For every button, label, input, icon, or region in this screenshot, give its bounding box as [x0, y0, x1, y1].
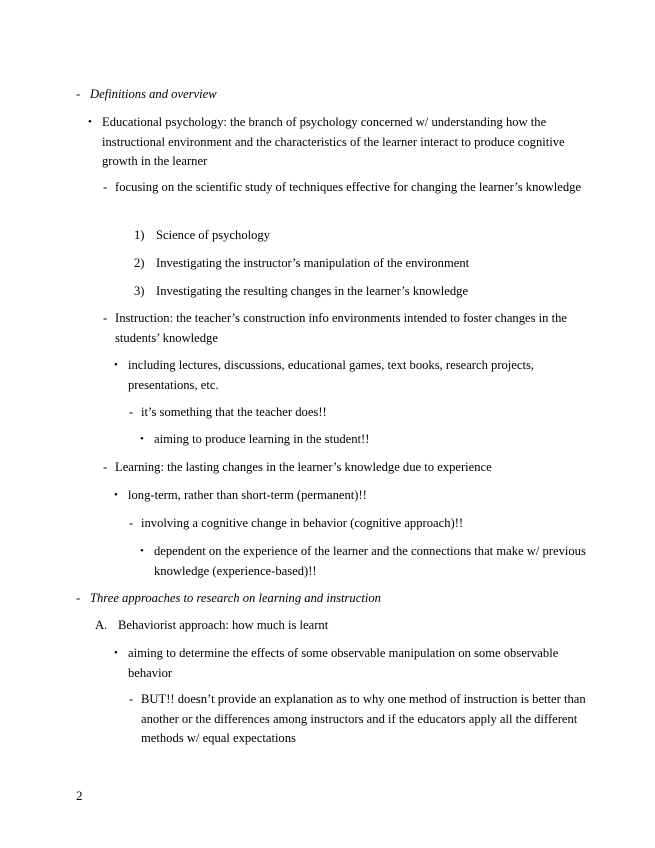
item-including	[114, 356, 595, 395]
bullet-marker: •	[140, 433, 144, 445]
item-learning-text: Learning: the lasting changes in the learner’s knowledge due to experience	[115, 460, 492, 474]
numbered-item-2	[134, 254, 595, 274]
dash-marker: -	[129, 405, 134, 419]
item-long-term-text: long-term, rather than short-term (permanent)!!	[128, 488, 367, 502]
dash-marker: -	[76, 87, 81, 101]
dash-marker: -	[103, 460, 108, 474]
item-aiming-produce-text: aiming to produce learning in the student!!	[154, 432, 370, 446]
bullet-marker: •	[114, 647, 118, 659]
numbered-item-1-text: Science of psychology	[156, 228, 271, 242]
numbered-item-1	[134, 226, 595, 246]
item-educational-psychology	[88, 113, 595, 172]
numbered-item-3-text: Investigating the resulting changes in the learner’s knowledge	[156, 284, 469, 298]
item-involving	[129, 514, 595, 534]
item-teacher-does	[129, 403, 595, 423]
item-aiming-determine	[114, 644, 595, 683]
item-including-text: including lectures, discussions, educational games, text books, research projects, presentations, etc.	[128, 358, 535, 392]
item-behaviorist	[95, 616, 595, 636]
item-teacher-does-text: it’s something that the teacher does!!	[141, 405, 327, 419]
item-focusing	[103, 178, 595, 198]
bullet-marker: •	[114, 359, 118, 371]
item-instruction	[103, 309, 595, 348]
dash-marker: -	[76, 591, 81, 605]
bullet-marker: •	[140, 545, 144, 557]
heading-three-approaches-text: Three approaches to research on learning and instruction	[90, 591, 381, 605]
numbered-item-2-text: Investigating the instructor’s manipulation of the environment	[156, 256, 470, 270]
item-but-text: BUT!! doesn’t provide an explanation as to why one method of instruction is better than another or the differences among instructors and if the educators apply all the different methods w/ equal expectations	[141, 692, 586, 745]
dash-marker: -	[129, 516, 134, 530]
item-aiming-determine-text: aiming to determine the effects of some observable manipulation on some observable behavior	[128, 646, 559, 680]
page-number: 2	[76, 788, 83, 803]
heading-definitions	[76, 85, 595, 105]
item-instruction-text: Instruction: the teacher’s construction info environments intended to foster changes in the students’ knowledge	[115, 311, 567, 345]
item-focusing-text: focusing on the scientific study of techniques effective for changing the learner’s knowledge	[115, 180, 582, 194]
dash-marker: -	[129, 692, 134, 706]
bullet-marker: •	[88, 116, 92, 128]
heading-definitions-text: Definitions and overview	[90, 87, 217, 101]
number-marker: 1)	[134, 228, 145, 242]
item-dependent-text: dependent on the experience of the learner and the connections that make w/ previous knowledge (experience-based)!!	[154, 544, 586, 578]
item-involving-text: involving a cognitive change in behavior (cognitive approach)!!	[141, 516, 464, 530]
item-long-term	[114, 486, 595, 506]
item-dependent	[140, 542, 595, 581]
letter-marker: A.	[95, 618, 108, 632]
item-but	[129, 690, 595, 749]
item-educational-psychology-text: Educational psychology: the branch of psychology concerned w/ understanding how the instructional environment and the characteristics of the learner interact to produce cognitive growth in the learner	[102, 115, 565, 168]
numbered-item-3	[134, 282, 595, 302]
number-marker: 3)	[134, 284, 145, 298]
number-marker: 2)	[134, 256, 145, 270]
item-behaviorist-text: Behaviorist approach: how much is learnt	[118, 618, 329, 632]
item-learning	[103, 458, 595, 478]
dash-marker: -	[103, 311, 108, 325]
dash-marker: -	[103, 180, 108, 194]
heading-three-approaches	[76, 589, 595, 609]
bullet-marker: •	[114, 489, 118, 501]
item-aiming-produce	[140, 430, 595, 450]
